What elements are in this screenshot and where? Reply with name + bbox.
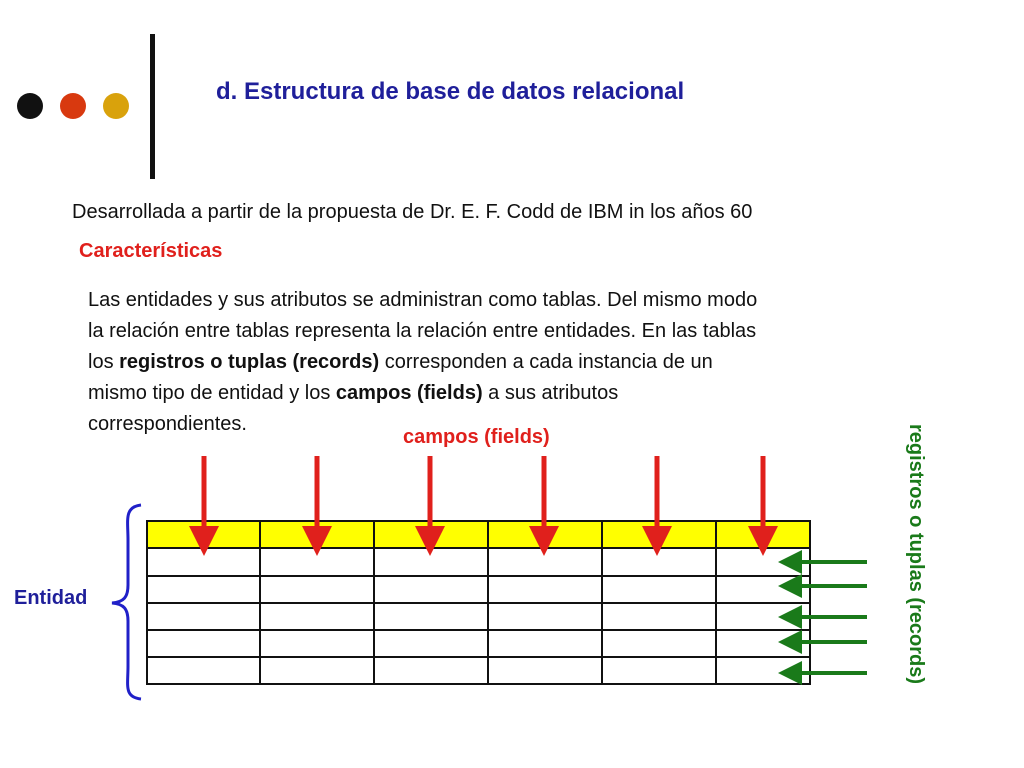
intro-text: Desarrollada a partir de la propuesta de Dr. E. F. Codd de IBM in los años 60	[72, 201, 753, 223]
records-label: registros o tuplas (records)	[905, 424, 927, 685]
entity-label: Entidad	[14, 587, 88, 609]
body-line-5: correspondientes.	[88, 413, 247, 435]
entity-brace	[112, 505, 141, 699]
body-line-2: la relación entre tablas representa la relación entre entidades. En las tablas	[88, 320, 757, 342]
characteristics-heading: Características	[79, 240, 223, 262]
body-line-1: Las entidades y sus atributos se administran como tablas. Del mismo modo	[88, 289, 758, 311]
fields-term: campos (fields)	[335, 382, 483, 404]
body-line-4: mismo tipo de entidad y los campos (fields) a sus atributos	[88, 382, 619, 404]
body-line-3: los registros o tuplas (records) corresponden a cada instancia de un	[88, 351, 713, 373]
slide-title: d. Estructura de base de datos relacional	[216, 78, 685, 105]
table-header-row	[147, 521, 810, 548]
fields-label: campos (fields)	[403, 426, 550, 448]
records-term: registros o tuplas (records)	[119, 351, 380, 373]
